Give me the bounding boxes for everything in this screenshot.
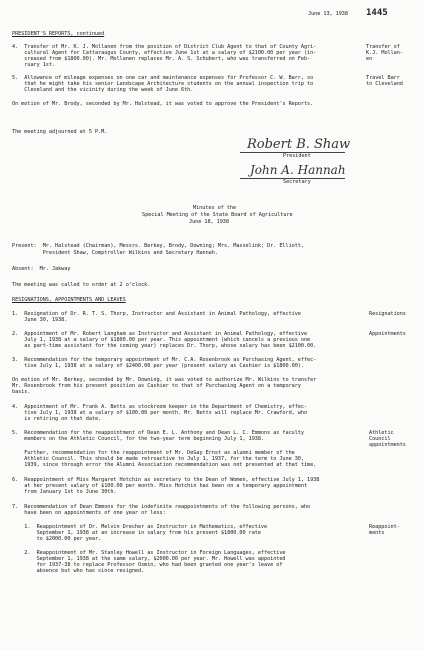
item-3-line-2: tive July 1, 1938 at a salary of $2400.00 per year (present salary as Cashier is $1800.00). — [12, 363, 304, 369]
item-6-line-2: at her present salary of $100.00 per month. Miss Hotchin has been on a temporary appointment — [12, 483, 308, 489]
item-6-line-3: from January 1st to June 30th. — [12, 489, 117, 495]
margin-reappoint-1: Reappoint- — [369, 524, 400, 530]
item-1-line-2: June 30, 1938. — [12, 317, 68, 323]
item-7-1-line-3: to $2000.00 per year. — [12, 536, 102, 542]
margin-note-transfer-1: Transfer of — [366, 44, 400, 50]
item-7-line-1: 7. Recommendation of Dean Emmons for the indefinite reappointments of the following persons, who — [12, 504, 311, 510]
present-line-2: President Shaw, Comptroller Wilkins and Secretary Hannah. — [12, 250, 218, 256]
motion-2-line-1: On motion of Mr. Berkey, seconded by Mr. Downing, it was voted to authorize Mr. Wilkins to transfer — [12, 377, 317, 383]
item-7-2-line-1: 2. Reappointment of Mr. Stanley Howell as Instructor in Foreign Languages, effective — [12, 550, 286, 556]
section-heading-resignations: RESIGNATIONS, APPOINTMENTS AND LEAVES — [12, 297, 126, 303]
item-7-2-line-3: for 1937-38 to replace Professor Osmin, who had been granted one year's leave of — [12, 562, 283, 568]
item-1-line-1: 1. Resignation of Dr. R. T. S. Thorp, Instructor and Assistant in Animal Pathology, effective — [12, 311, 301, 317]
meeting-adjourned: The meeting adjourned at 5 P.M. — [12, 129, 108, 135]
item-7-1-line-1: 1. Reappointment of Dr. Melvin Drecher as Instructor in Mathematics, effective — [12, 524, 268, 530]
report-item-4-line-4: ruary 1st. — [12, 62, 56, 68]
secretary-label: Secretary — [283, 179, 311, 185]
item-7-1-line-2: September 1, 1938 at an increase in salary from his present $1800.00 rate — [12, 530, 261, 536]
report-item-4-line-1: 4. Transfer of Mr. K. J. Mollanen from the position of District Club Agent to that of County Agri- — [12, 44, 317, 50]
page-number: 1445 — [366, 8, 388, 18]
item-5b-line-1: Further, recommendation for the reappointment of Mr. DeGay Ernst as alumni member of the — [12, 450, 295, 456]
margin-note-travel-1: Travel Barr — [366, 75, 400, 81]
motion-2-line-3: basis. — [12, 389, 31, 395]
item-4-line-3: is retiring on that date. — [12, 416, 102, 422]
item-5b-line-3: 1939, since through error the Alumni Association recommendation was not presented at that time. — [12, 462, 317, 468]
section-heading-president-reports: PRESIDENT'S REPORTS, continued — [12, 31, 105, 37]
item-7-line-2: have been on appointments of one year or less: — [12, 510, 166, 516]
item-6-line-1: 6. Reappointment of Miss Margaret Hotchin as secretary to the Dean of Women, effective July 1, 1938 — [12, 477, 320, 483]
report-item-5-line-2: that he might take his senior Landscape Architecture students on the annual inspection trip to — [12, 81, 314, 87]
item-2-line-2: July 1, 1938 at a salary of $1800.00 per year. This appointment (which cancels a previous one — [12, 337, 311, 343]
minutes-title-2: Special Meeting of the State Board of Agriculture — [142, 212, 293, 218]
item-7-2-line-2: September 1, 1938 at the same salary, $2000.00 per year. Mr. Howell was appointed — [12, 556, 286, 562]
absent-line: Absent: Mr. Jakway — [12, 266, 71, 272]
item-7-2-line-4: absence but who has since resigned. — [12, 568, 145, 574]
item-2-line-1: 2. Appointment of Mr. Robert Langham as Instructor and Assistant in Animal Pathology, effective — [12, 331, 308, 337]
report-item-4-line-2: cultural Agent for Cattaraugus County, effective June 1st at a salary of $2100.00 per year (in- — [12, 50, 317, 56]
item-5-line-1: 5. Recommendation for the reappointment of Dean E. L. Anthony and Dean L. C. Emmons as faculty — [12, 430, 304, 436]
margin-athletic-1: Athletic — [369, 430, 394, 436]
item-5-line-2: members on the Athletic Council, for the two-year term beginning July 1, 1938. — [12, 436, 264, 442]
report-item-5-line-1: 5. Allowance of mileage expenses on one car and maintenance expenses for Professor C. W. Barr, so — [12, 75, 314, 81]
report-item-5-line-3: Cleveland and the vicinity during the week of June 6th. — [12, 87, 194, 93]
margin-reappoint-2: ments — [369, 530, 385, 536]
president-signature: Robert B. Shaw — [247, 137, 351, 152]
minutes-title-3: June 18, 1938 — [189, 219, 229, 225]
margin-note-travel-2: to Cleveland — [366, 81, 403, 87]
called-to-order: The meeting was called to order at 2 o'clock. — [12, 282, 151, 288]
margin-appointments: Appointments — [369, 331, 406, 337]
margin-resignations: Resignations — [369, 311, 406, 317]
item-2-line-3: as part-time assistant for the coming year) replaces Dr. Thorp, whose salary has been $2100.00. — [12, 343, 317, 349]
present-line-1: Present: Mr. Halstead (Chairman), Messrs. Berkey, Brody, Downing; Mrs. Masselink; Dr. Elliott, — [12, 243, 304, 249]
margin-athletic-3: appointments — [369, 442, 406, 448]
margin-note-transfer-3: en — [366, 56, 373, 62]
minutes-title-1: Minutes of the — [193, 205, 237, 211]
president-label: President — [283, 153, 311, 159]
report-item-4-line-3: creased from $1800.00). Mr. Mollanen replaces Mr. A. S. Schubert, who was transferred on Feb- — [12, 56, 311, 62]
motion-approve-reports: On motion of Mr. Brody, seconded by Mr. Halstead, it was voted to approve the President's Reports. — [12, 101, 314, 107]
item-3-line-1: 3. Recommendation for the temporary appointment of Mr. C.A. Rosenbrook as Purchasing Agent, effec- — [12, 357, 317, 363]
secretary-signature: John A. Hannah — [250, 163, 346, 177]
page-date: June 13, 1938 — [308, 11, 348, 17]
item-5b-line-2: Athletic Council. This should be made retroactive to July 1, 1937, for the term to June 30, — [12, 456, 304, 462]
item-4-line-1: 4. Appointment of Mr. Frank A. Betts as stockroom keeper in the Department of Chemistry, effec- — [12, 404, 308, 410]
margin-athletic-2: Council — [369, 436, 391, 442]
motion-2-line-2: Mr. Rosenbrook from his present position as Cashier to that of Purchasing Agent on a temporary — [12, 383, 301, 389]
margin-note-transfer-2: K.J. Mollan- — [366, 50, 403, 56]
item-4-line-2: tive July 1, 1938 at a salary of $100.00 per month. Mr. Betts will replace Mr. Crawford, who — [12, 410, 308, 416]
